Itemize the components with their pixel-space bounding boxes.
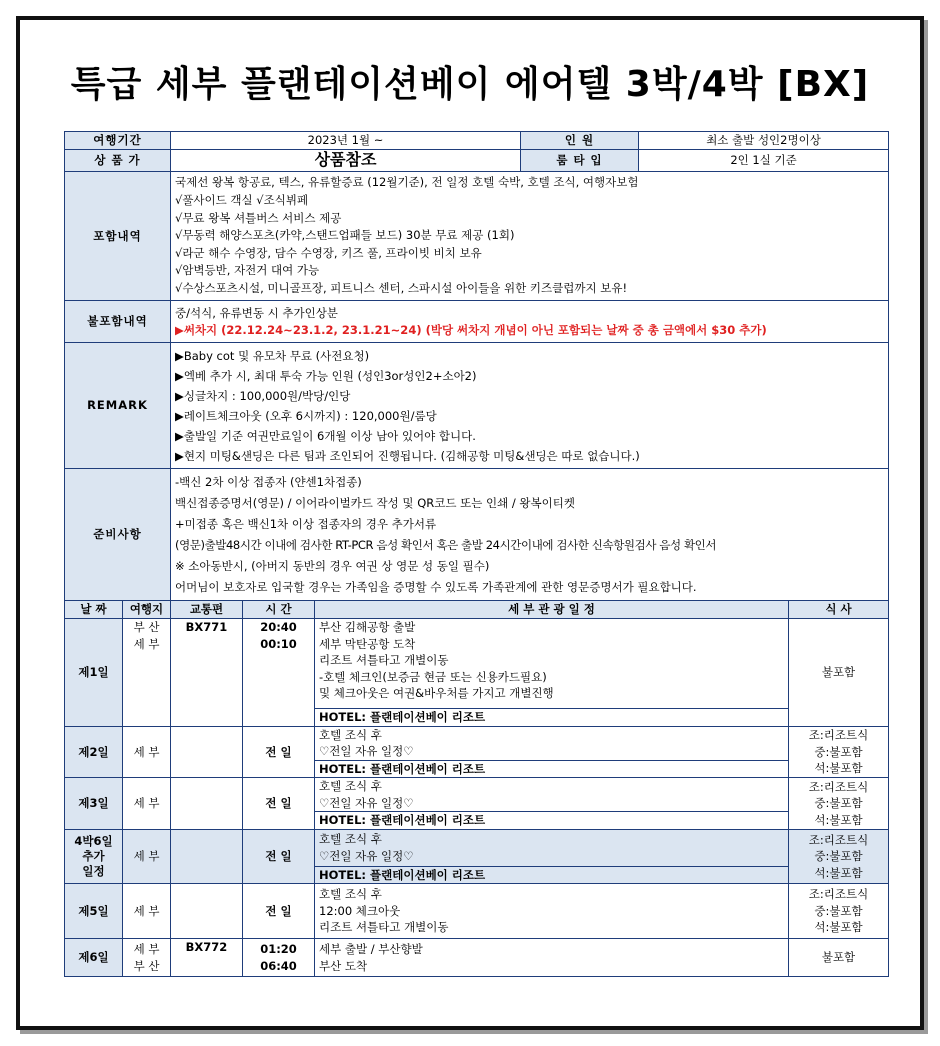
day-label-line: 추가: [82, 848, 105, 863]
remark-label: REMARK: [65, 343, 171, 469]
remark-line: ▶싱글차지 : 100,000원/박당/인당: [175, 388, 351, 403]
header-place: 여행지: [123, 601, 171, 619]
included-label: 포함내역: [65, 172, 171, 301]
meal: 중:불포함: [814, 849, 863, 863]
day-label: 제2일: [65, 726, 123, 778]
day-meals: 불포함: [789, 939, 889, 977]
excluded-label: 불포함내역: [65, 301, 171, 343]
itinerary-header-row: [65, 601, 889, 619]
day-details: [315, 619, 789, 709]
meal: 중:불포함: [814, 903, 863, 918]
day-row: [65, 778, 889, 812]
detail-line: 리조트 셔틀타고 개별이동: [319, 653, 449, 667]
page-title: 특급 세부 플랜테이션베이 에어텔 3박/4박 [BX]: [70, 64, 870, 105]
detail-line: 세부 출발 / 부산향발: [319, 942, 423, 956]
prep-label: 준비사항: [65, 469, 171, 601]
day-row: [65, 726, 889, 760]
meal: 조:리조트식: [808, 887, 869, 902]
day-times: 전 일: [243, 726, 315, 778]
included-line: √무료 왕복 셔틀버스 서비스 제공: [175, 210, 342, 225]
period-value: 2023년 1월 ~: [171, 132, 521, 150]
flight-number: BX771: [171, 619, 243, 727]
day-label-extra: [65, 829, 123, 884]
day-times: [243, 939, 315, 977]
price-label: 상 품 가: [65, 150, 171, 172]
included-row: [65, 172, 889, 301]
day-meals: [789, 829, 889, 884]
prep-line: 백신접종증명서(영문) / 이어라이벌카드 작성 및 QR코드 또는 인쇄 / 왕복이티켓: [175, 495, 575, 510]
day-label: 제5일: [65, 884, 123, 939]
day-places: 세 부: [123, 884, 171, 939]
excluded-content: [171, 301, 889, 343]
remark-row: [65, 343, 889, 469]
place: 세 부: [133, 636, 160, 651]
detail-line: 리조트 셔틀타고 개별이동: [319, 920, 449, 935]
day-meals: [789, 726, 889, 778]
day-times: [243, 619, 315, 727]
detail-line: 세부 막탄공항 도착: [319, 636, 416, 651]
prep-row: [65, 469, 889, 601]
prep-line: 어머님이 보호자로 입국할 경우는 가족임을 증명할 수 있도록 가족관계에 관한 영문증명서가 필요합니다.: [175, 579, 697, 594]
day-places: 세 부: [123, 726, 171, 778]
day-row: [65, 939, 889, 977]
hotel-line: HOTEL: 플랜테이션베이 리조트: [315, 812, 789, 830]
period-row: [65, 132, 889, 150]
remark-line: ▶Baby cot 및 유모차 무료 (사전요청): [175, 348, 370, 363]
hotel-line: HOTEL: 플랜테이션베이 리조트: [315, 709, 789, 727]
day-details: [315, 829, 789, 866]
transport-empty: [171, 778, 243, 830]
included-line: 국제선 왕복 항공료, 텍스, 유류할증료 (12월기준), 전 일정 호텔 숙박, 호텔 조식, 여행자보험: [175, 175, 639, 190]
pax-value: 최소 출발 성인2명이상: [639, 132, 889, 150]
place: 세 부: [133, 942, 160, 956]
day-row: [65, 619, 889, 709]
day-row: [65, 884, 889, 939]
meal: 석:불포함: [814, 865, 863, 880]
included-line: √수상스포츠시설, 미니골프장, 피트니스 센터, 스파시설 아이들을 위한 키즈클럽까지 보유!: [175, 280, 628, 295]
excluded-line: 중/석식, 유류변동 시 추가인상분: [175, 306, 338, 320]
day-details: [315, 726, 789, 760]
day-places: 세 부: [123, 778, 171, 830]
detail-line: 12:00 체크아웃: [319, 903, 401, 918]
price-value: 상품참조: [171, 150, 521, 172]
hotel-line: HOTEL: 플랜테이션베이 리조트: [315, 866, 789, 884]
transport-empty: [171, 829, 243, 884]
day-label-line: 일정: [82, 863, 105, 878]
detail-line: ♡전일 자유 일정♡: [319, 848, 414, 863]
header-detail: 세 부 관 광 일 정: [315, 601, 789, 619]
transport-empty: [171, 726, 243, 778]
time: 01:20: [260, 942, 297, 956]
detail-line: -호텔 체크인(보증금 현금 또는 신용카드필요): [319, 669, 547, 684]
prep-line: ※ 소아동반시, (아버지 동반의 경우 여권 상 영문 성 동일 필수): [175, 558, 490, 573]
included-line: √풀사이드 객실 √조식뷔페: [175, 193, 309, 208]
day-meals: [789, 884, 889, 939]
day-details: [315, 884, 789, 939]
included-line: √라군 해수 수영장, 담수 수영장, 키즈 풀, 프라이빗 비치 보유: [175, 245, 482, 260]
day-label-line: 4박6일: [74, 833, 113, 848]
day-places: [123, 939, 171, 977]
header-meal: 식 사: [789, 601, 889, 619]
remark-line: ▶현지 미팅&샌딩은 다른 팀과 조인되어 진행됩니다. (김해공항 미팅&샌딩은 따로 없습니다.): [175, 448, 640, 463]
included-content: [171, 172, 889, 301]
detail-line: 호텔 조식 후: [319, 727, 382, 742]
detail-line: 호텔 조식 후: [319, 832, 382, 846]
place: 부 산: [133, 620, 160, 634]
detail-line: ♡전일 자유 일정♡: [319, 795, 414, 810]
time: 06:40: [260, 958, 297, 973]
meal: 석:불포함: [814, 761, 863, 775]
day-times: 전 일: [243, 829, 315, 884]
room-label: 룸 타 입: [521, 150, 639, 172]
day-details: [315, 778, 789, 812]
excluded-row: [65, 301, 889, 343]
place: 부 산: [133, 958, 160, 973]
detail-line: 부산 김해공항 출발: [319, 620, 416, 634]
detail-line: 부산 도착: [319, 958, 368, 973]
remark-line: ▶엑베 추가 시, 최대 투숙 가능 인원 (성인3or성인2+소아2): [175, 368, 477, 383]
period-label: 여행기간: [65, 132, 171, 150]
prep-content: [171, 469, 889, 601]
room-value: 2인 1실 기준: [639, 150, 889, 172]
meal: 조:리조트식: [808, 779, 869, 794]
day-label: 제6일: [65, 939, 123, 977]
time: 20:40: [260, 620, 297, 634]
detail-line: 및 체크아웃은 여권&바우처를 가지고 개별진행: [319, 686, 554, 700]
included-line: √무동력 해양스포츠(카약,스탠드업패들 보드) 30분 무료 제공 (1회): [175, 228, 515, 243]
day-places: [123, 619, 171, 727]
flight-number: BX772: [171, 939, 243, 977]
time: 00:10: [260, 636, 297, 651]
remark-line: ▶레이트체크아웃 (오후 6시까지) : 120,000원/룸당: [175, 408, 437, 423]
meal: 석:불포함: [814, 920, 863, 935]
remark-content: [171, 343, 889, 469]
prep-line: +미접종 혹은 백신1차 이상 접종자의 경우 추가서류: [175, 516, 437, 531]
day-details: [315, 939, 789, 977]
surcharge-notice: ▶써차지 (22.12.24~23.1.2, 23.1.21~24) (박당 써차지 개념이 아닌 포함되는 날짜 중 총 금액에서 $30 추가): [175, 322, 767, 337]
header-transport: 교통편: [171, 601, 243, 619]
prep-line: (영문)출발48시간 이내에 검사한 RT-PCR 음성 확인서 혹은 출발 24시간이내에 검사한 신속항원검사 음성 확인서: [175, 537, 717, 552]
detail-line: 호텔 조식 후: [319, 887, 382, 902]
header-day: 날 짜: [65, 601, 123, 619]
hotel-line: HOTEL: 플랜테이션베이 리조트: [315, 760, 789, 778]
day-places: 세 부: [123, 829, 171, 884]
meal: 조:리조트식: [808, 728, 869, 742]
meal: 석:불포함: [814, 812, 863, 827]
day-row-extra: [65, 829, 889, 866]
day-times: 전 일: [243, 884, 315, 939]
day-label: 제1일: [65, 619, 123, 727]
detail-line: ♡전일 자유 일정♡: [319, 744, 414, 758]
detail-line: 호텔 조식 후: [319, 779, 382, 793]
pax-label: 인 원: [521, 132, 639, 150]
day-label: 제3일: [65, 778, 123, 830]
transport-empty: [171, 884, 243, 939]
price-row: [65, 150, 889, 172]
meal: 조:리조트식: [808, 832, 869, 847]
meal: 중:불포함: [814, 796, 863, 810]
prep-line: -백신 2차 이상 접종자 (얀센1차접종): [175, 474, 362, 489]
itinerary-table: [64, 131, 889, 977]
included-line: √암벽등반, 자전거 대여 가능: [175, 263, 320, 278]
meal: 중:불포함: [814, 744, 863, 759]
header-time: 시 간: [243, 601, 315, 619]
remark-line: ▶출발일 기준 여권만료일이 6개월 이상 남아 있어야 합니다.: [175, 428, 476, 443]
day-meals: 불포함: [789, 619, 889, 727]
day-meals: [789, 778, 889, 830]
day-times: 전 일: [243, 778, 315, 830]
